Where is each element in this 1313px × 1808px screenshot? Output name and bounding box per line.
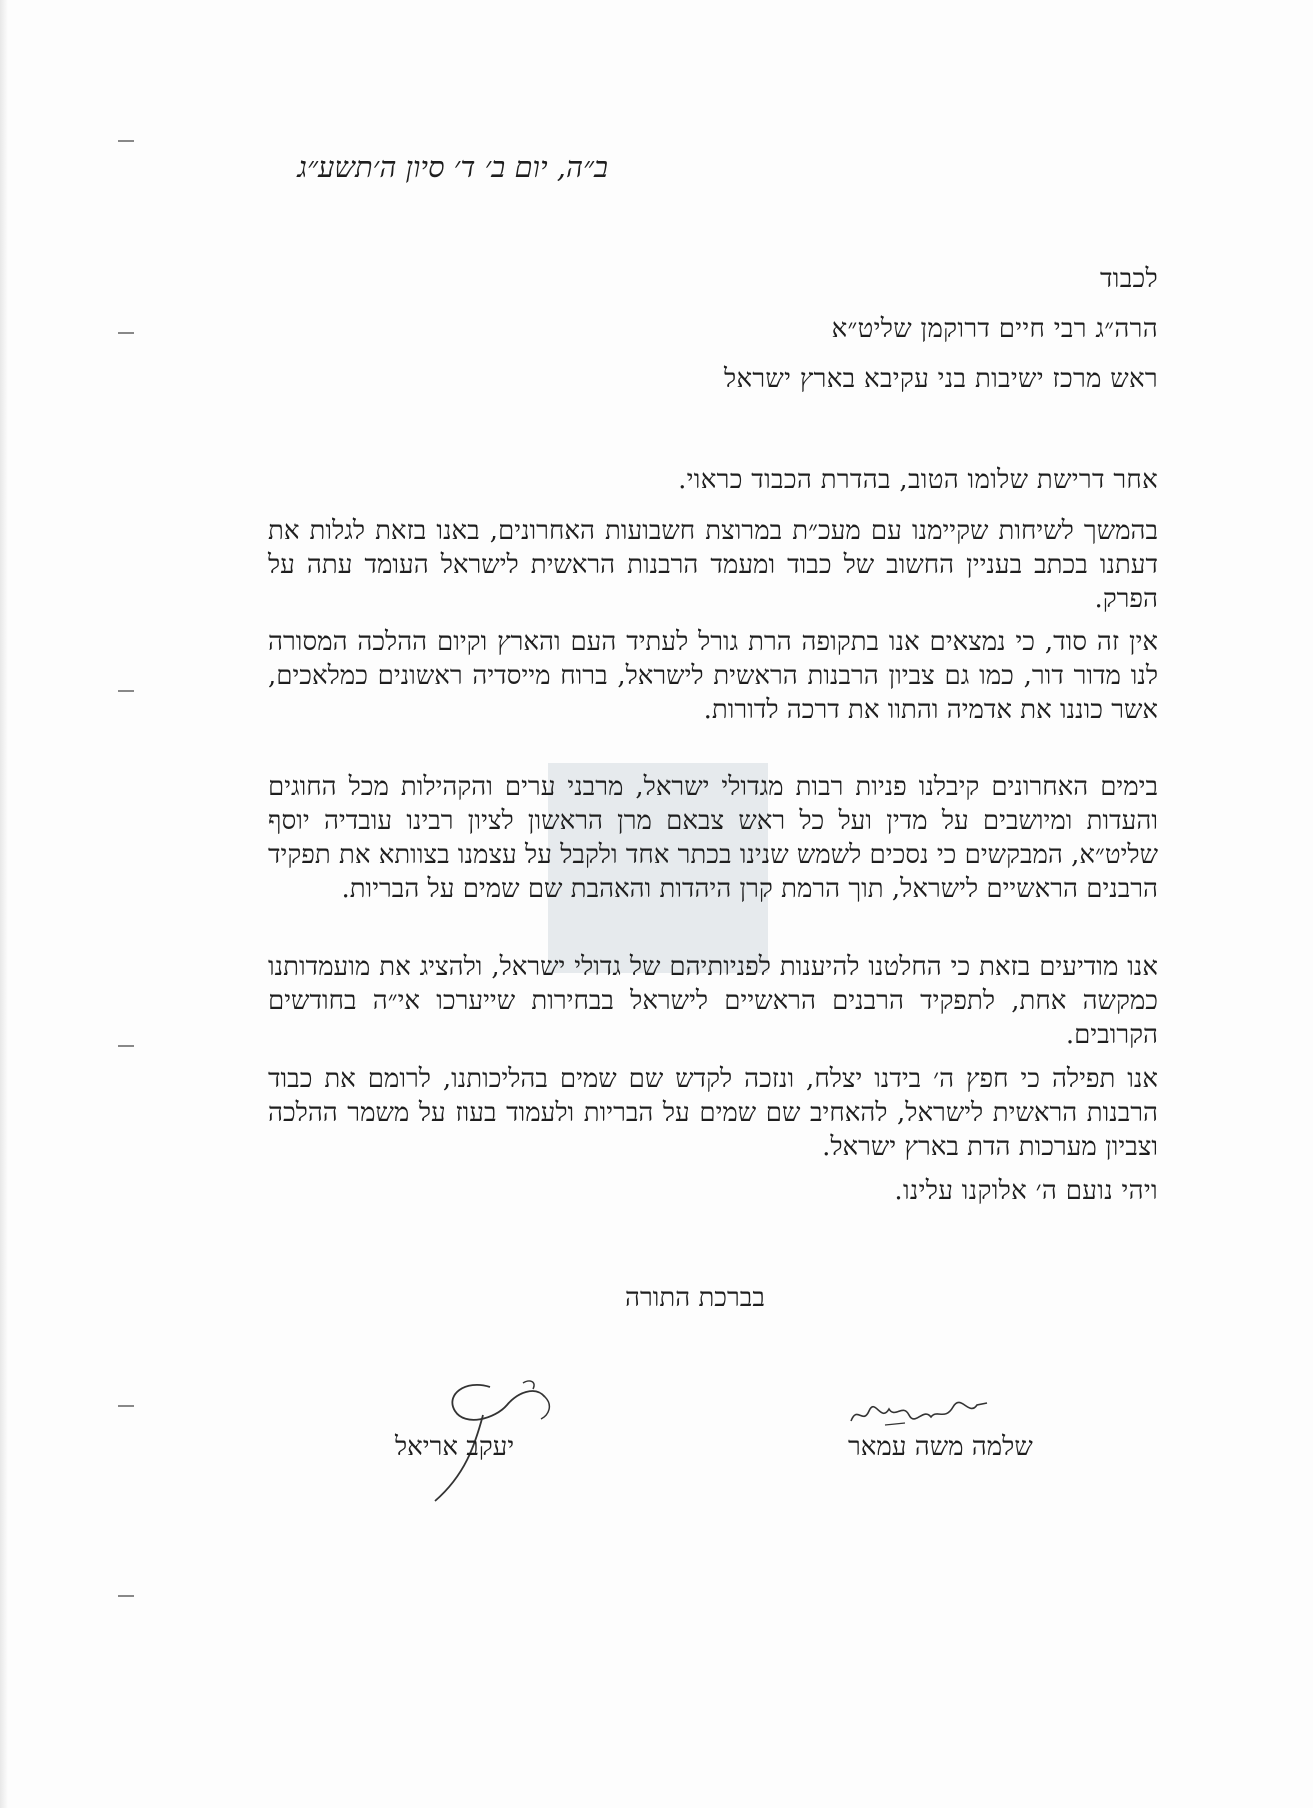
signatory-name-right: שלמה משה עמאר	[848, 1432, 1033, 1462]
signatory-name-left: יעקב אריאל	[395, 1432, 515, 1462]
paragraph-text: אין זה סוד, כי נמצאים אנו בתקופה הרת גורל לעתיד העם והארץ וקיום ההלכה המסורה לנו מדור דור, כמו גם צביון הרבנות הראשית לישראל, ברוח מייסדיה ראשונים כמלאכים, אשר כוננו את אדמיה והתוו את דרכה לדורות.	[268, 627, 1158, 725]
letter-paragraph	[268, 625, 1158, 727]
recipient-title: ראש מרכז ישיבות בני עקיבא בארץ ישראל	[724, 364, 1158, 394]
paragraph-text: בימים האחרונים קיבלנו פניות רבות מגדולי ישראל, מרבני ערים והקהילות מכל החוגים והעדות ומיושבים על מדין ועל כל ראש צבאם מרן הראשון לציון רבינו עובדיה יוסף שליט״א, המבקשים כי נסכים לשמש שנינו בכתר אחד ולקבל על עצמנו בצוותא את תפקיד הרבנים הראשיים לישראל, תוך הרמת קרן היהדות והאהבת שם שמים על הבריות.	[268, 772, 1158, 904]
scan-edge-shadow	[0, 0, 8, 1808]
letter-paragraph	[268, 1062, 1158, 1164]
margin-mark	[118, 1405, 134, 1407]
margin-mark	[118, 1595, 134, 1597]
margin-mark	[118, 332, 134, 334]
letter-blessing: ויהי נועם ה׳ אלוקנו עלינו.	[894, 1176, 1158, 1206]
letter-greeting: אחר דרישת שלומו הטוב, בהדרת הכבוד כראוי.	[678, 465, 1158, 495]
margin-mark	[118, 1045, 134, 1047]
paragraph-text: בהמשך לשיחות שקיימנו עם מעכ״ת במרוצת חשבועות האחרונים, באנו בזאת לגלות את דעתנו בכתב בעניין החשוב של כבוד ומעמד הרבנות הראשית לישראל העומד עתה על הפרק.	[268, 516, 1159, 614]
letter-paragraph	[268, 514, 1158, 616]
recipient-name: הרה״ג רבי חיים דרוקמן שליט״א	[831, 314, 1158, 344]
handwritten-signature-right	[845, 1395, 995, 1431]
recipient-salutation: לכבוד	[1099, 264, 1158, 294]
letter-paragraph	[268, 770, 1158, 906]
paragraph-text: אנו תפילה כי חפץ ה׳ בידנו יצלח, ונזכה לקדש שם שמים בהליכותנו, לרומם את כבוד הרבנות הראשית לישראל, להאחיב שם שמים על הבריות ולעמוד בעוז על משמר ההלכה וצביון מערכות הדת בארץ ישראל.	[268, 1064, 1158, 1162]
margin-mark	[118, 140, 134, 142]
letter-closing: בברכת התורה	[625, 1283, 765, 1313]
paragraph-text: אנו מודיעים בזאת כי החלטנו להיענות לפניותיהם של גדולי ישראל, ולהציג את מועמדותנו כמקשה אחת, לתפקיד הרבנים הראשיים לישראל בבחירות שייערכו אי״ה בחודשים הקרובים.	[268, 952, 1158, 1050]
letter-paragraph	[268, 950, 1158, 1052]
margin-mark	[118, 690, 134, 692]
letter-date: ב״ה, יום ב׳ ד׳ סיון ה׳תשע״ג	[297, 150, 608, 184]
